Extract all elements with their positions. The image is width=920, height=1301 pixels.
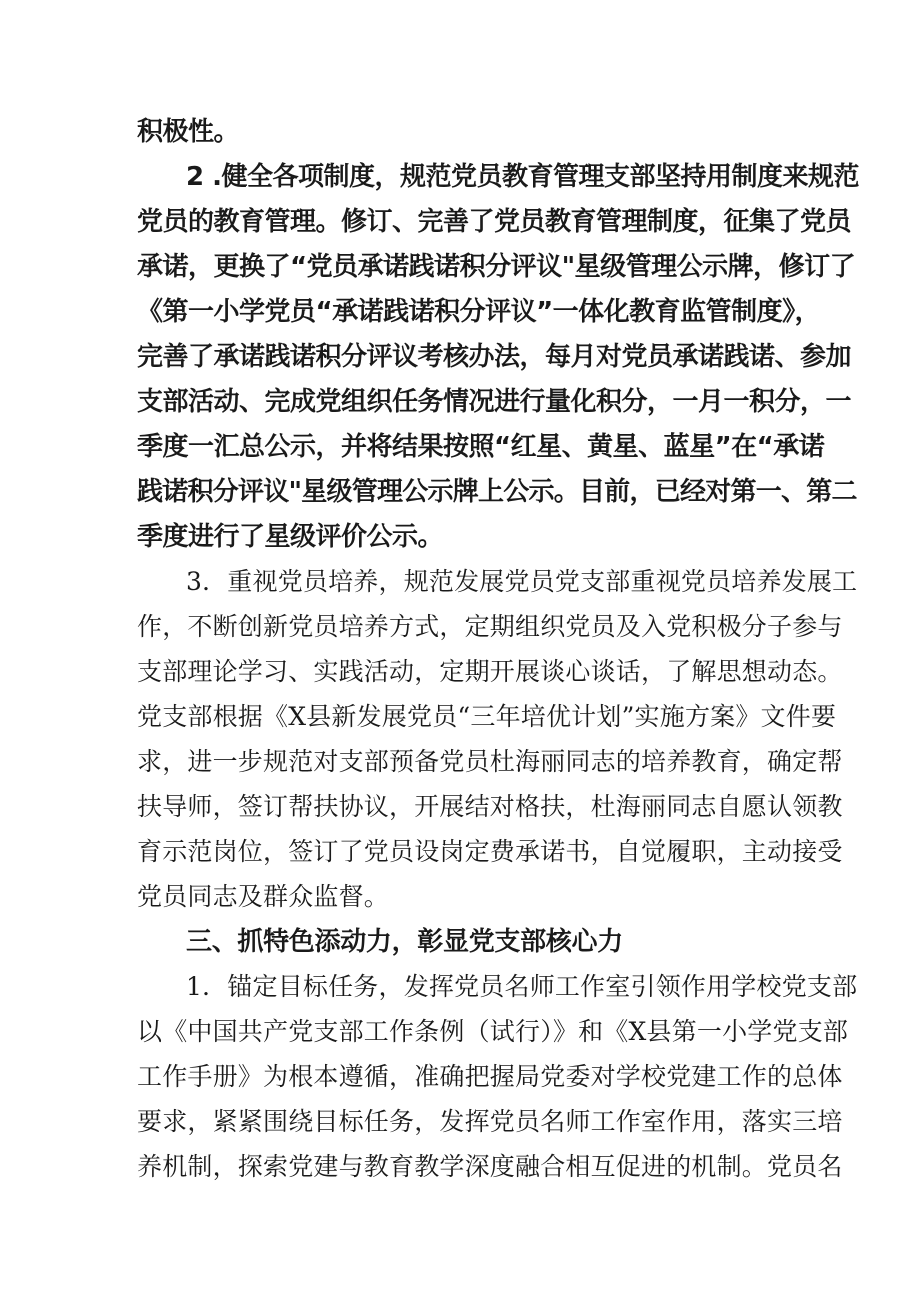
paragraph-3-line-5: 求，进一步规范对支部预备党员杜海丽同志的培养教育，确定帮 (137, 747, 843, 776)
paragraph-2-line-4: 《第一小学党员“承诺践诺积分评议”一体化教育监管制度》， (137, 297, 821, 327)
paragraph-3-line-8: 党员同志及群众监督。 (137, 882, 390, 911)
paragraph-2-line-1: 2 .健全各项制度，规范党员教育管理支部坚持用制度来规范 (186, 162, 860, 192)
paragraph-4-line-1: 1．锚定目标任务，发挥党员名师工作室引领作用学校党支部 (186, 972, 858, 1001)
paragraph-1-tail: 积极性。 (137, 117, 240, 147)
paragraph-3-line-4: 党支部根据《X县新发展党员“三年培优计划”实施方案》文件要 (137, 702, 837, 731)
paragraph-3-line-7: 育示范岗位，签订了党员设岗定费承诺书，自觉履职，主动接受 (137, 837, 843, 866)
paragraph-2-line-2: 党员的教育管理。修订、完善了党员教育管理制度，征集了党员 (137, 207, 852, 237)
paragraph-2-line-6: 支部活动、完成党组织任务情况进行量化积分，一月一积分，一 (137, 387, 852, 417)
paragraph-2-line-7: 季度一汇总公示，并将结果按照“红星、黄星、蓝星”在“承诺 (137, 432, 825, 462)
paragraph-3-line-3: 支部理论学习、实践活动，定期开展谈心谈话，了解思想动态。 (137, 657, 843, 686)
paragraph-4-line-2: 以《中国共产党支部工作条例（试行）》和《X县第一小学党支部 (137, 1017, 849, 1046)
paragraph-2-line-5: 完善了承诺践诺积分评议考核办法，每月对党员承诺践诺、参加 (137, 342, 852, 372)
paragraph-4-line-5: 养机制，探索党建与教育教学深度融合相互促进的机制。党员名 (137, 1152, 843, 1181)
paragraph-2-line-9: 季度进行了星级评价公示。 (137, 522, 444, 552)
paragraph-2-line-3: 承诺，更换了“党员承诺践诺积分评议"星级管理公示牌，修订了 (137, 252, 856, 282)
paragraph-4-line-3: 工作手册》为根本遵循，准确把握局党委对学校党建工作的总体 (137, 1062, 843, 1091)
paragraph-3-line-6: 扶导师，签订帮扶协议，开展结对格扶，杜海丽同志自愿认领教 (137, 792, 843, 821)
section-heading: 三、抓特色添动力，彰显党支部核心力 (186, 927, 623, 957)
paragraph-2-line-8: 践诺积分评议"星级管理公示牌上公示。目前，已经对第一、第二 (137, 477, 857, 507)
paragraph-3-line-1: 3．重视党员培养，规范发展党员党支部重视党员培养发展工 (186, 567, 858, 596)
paragraph-4-line-4: 要求，紧紧围绕目标任务，发挥党员名师工作室作用，落实三培 (137, 1107, 843, 1136)
paragraph-3-line-2: 作，不断创新党员培养方式，定期组织党员及入党积极分子参与 (137, 612, 843, 641)
